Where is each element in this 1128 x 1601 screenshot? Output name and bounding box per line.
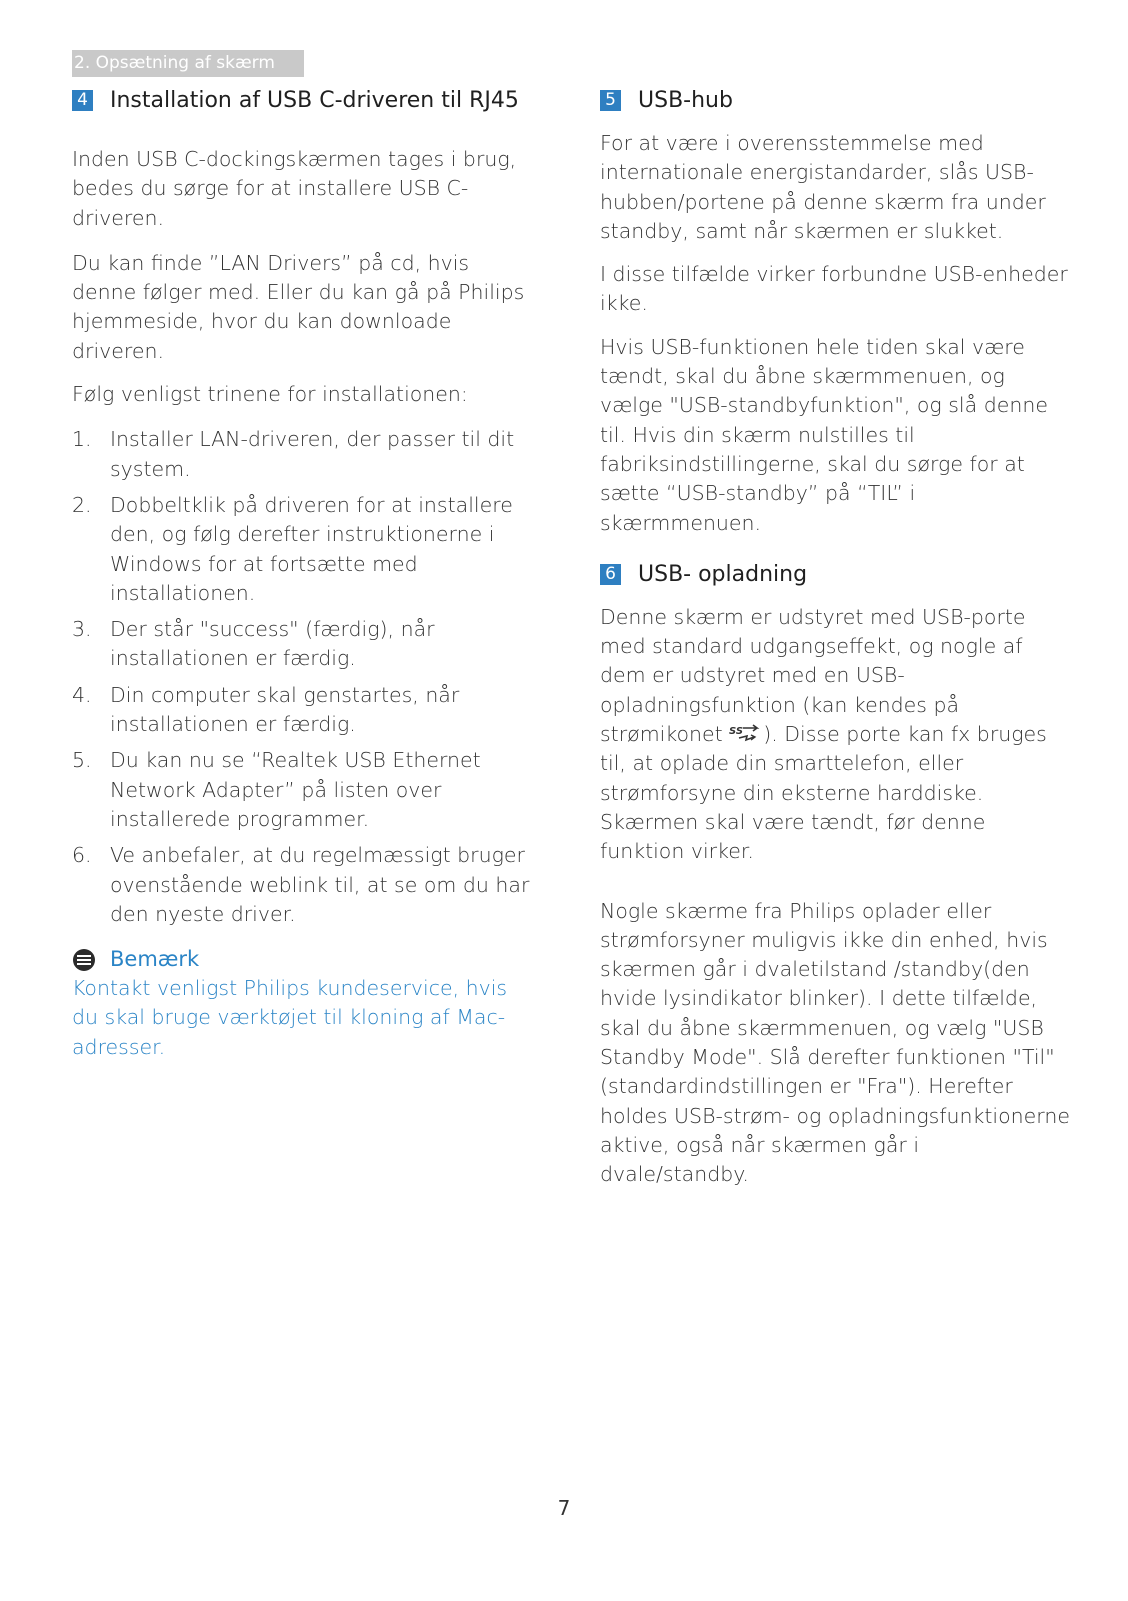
step-text: Ve anbefaler, at du regelmæssigt bruger ovenstående weblink til, at se om du har den nyeste driver. [110, 843, 530, 926]
step-number: 3. [72, 617, 92, 642]
step-number: 4. [72, 682, 92, 707]
section-title: USB-hub [638, 88, 733, 113]
step-number: 6. [72, 843, 92, 868]
list-item [72, 491, 532, 608]
step-text: Der står "success" (færdig), når installationen er færdig. [110, 617, 435, 671]
list-item [72, 841, 532, 929]
section-5-heading [600, 86, 1070, 115]
page-number: 7 [557, 1496, 571, 1520]
paragraph: Følg venligst trinene for installationen: [72, 382, 468, 407]
paragraph-text: Denne skærm er udstyret med USB-porte med standard udgangseffekt, og nogle af dem er udstyret med en USB-opladningsfunktion (kan kendes på strømikonet [600, 604, 1026, 747]
step-number: 1. [72, 427, 92, 452]
section-4-heading [72, 86, 532, 115]
step-text: Installer LAN-driveren, der passer til dit system. [110, 427, 515, 481]
installation-steps-list [72, 425, 532, 929]
paragraph: Inden USB C-dockingskærmen tages i brug, bedes du sørge for at installere USB C-driveren. [72, 147, 517, 230]
section-number-badge: 5 [600, 90, 621, 111]
note-text: Kontakt venligst Philips kundeservice, hvis du skal bruge værktøjet til kloning af Mac-adresser. [72, 976, 508, 1059]
section-header-bar: 2. Opsætning af skærm [72, 50, 304, 77]
paragraph: Du kan finde ”LAN Drivers” på cd, hvis denne følger med. Eller du kan gå på Philips hjemmeside, hvor du kan downloade driveren. [72, 250, 525, 363]
step-text: Dobbeltklik på driveren for at installere den, og følg derefter instruktionerne i Windows for at fortsætte med installationen. [110, 492, 513, 605]
usb-charging-icon [729, 722, 763, 742]
section-title: Installation af USB C-driveren til RJ45 [110, 88, 519, 113]
paragraph: Hvis USB-funktionen hele tiden skal være tændt, skal du åbne skærmmenuen, og vælge "USB-standbyfunktion", og slå denne til. Hvis din skærm nulstilles til fabriksindstillingerne, skal du sørge for at sætte “USB-standby” på “TIL” i skærmmenuen. [600, 334, 1048, 535]
list-item [72, 681, 532, 740]
paragraph: Nogle skærme fra Philips oplader eller strømforsyner muligvis ikke din enhed, hvis skærmen går i dvaletilstand /standby(den hvide lysindikator blinker). I dette tilfælde, skal du åbne skærmmenuen, og vælg "USB Standby Mode". Slå derefter funktionen "Til" (standardindstillingen er "Fra"). Herefter holdes USB-strøm- og opladningsfunktionerne aktive, også når skærmen går i dvale/standby. [600, 898, 1070, 1187]
step-text: Din computer skal genstartes, når installationen er færdig. [110, 682, 460, 737]
note-label: Bemærk [110, 947, 200, 972]
paragraph: I disse tilfælde virker forbundne USB-enheder ikke. [600, 262, 1068, 316]
list-item [72, 746, 532, 834]
section-number-badge: 4 [72, 90, 93, 111]
note-heading [72, 945, 532, 974]
paragraph [600, 603, 1070, 867]
note-icon [72, 948, 96, 972]
section-number-badge: 6 [600, 564, 621, 585]
right-column [600, 86, 1070, 1190]
step-number: 2. [72, 492, 92, 517]
section-title: USB- opladning [638, 561, 808, 587]
paragraph: For at være i overensstemmelse med internationale energistandarder, slås USB-hubben/portene på denne skærm fra under standby, samt når skærmen er slukket. [600, 131, 1046, 243]
paragraph-text: ). Disse porte kan fx bruges til, at oplade din smarttelefon, eller strømforsyne din eksterne harddiske. Skærmen skal være tændt, før denne funktion virker. [600, 722, 1047, 864]
left-column [72, 86, 532, 1062]
section-6-heading [600, 560, 1070, 589]
list-item [72, 425, 532, 484]
usb-icon-label: SS [729, 726, 744, 738]
step-number: 5. [72, 748, 92, 773]
step-text: Du kan nu se “Realtek USB Ethernet Network Adapter” på listen over installerede programmer. [110, 748, 481, 831]
list-item [72, 615, 532, 674]
